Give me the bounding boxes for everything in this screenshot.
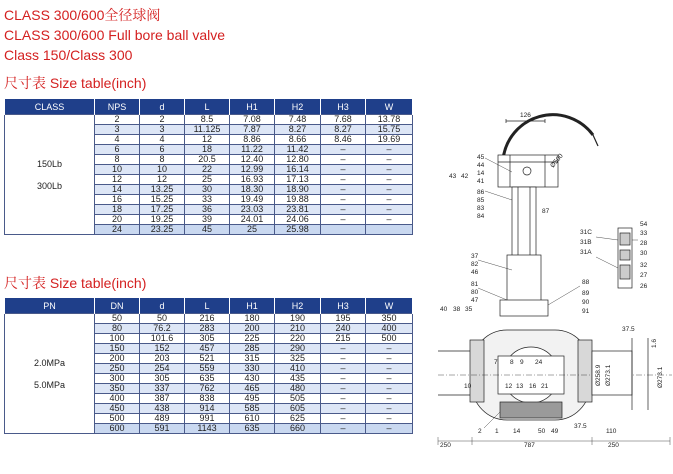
table2-header-7: W — [366, 298, 413, 314]
table2-cell: 330 — [230, 364, 275, 374]
table1-cell: 3 — [140, 125, 185, 135]
table1-cell: 30 — [185, 185, 230, 195]
callout-31a: 31A — [580, 249, 592, 256]
table1-cell: – — [366, 165, 413, 175]
table2-cell: 991 — [185, 414, 230, 424]
table2-cell: – — [321, 374, 366, 384]
table1-cell: 25 — [185, 175, 230, 185]
table1-cell: 16.14 — [275, 165, 321, 175]
table1-cell: 10 — [95, 165, 140, 175]
table2-cell: 465 — [230, 384, 275, 394]
table2-cell: – — [366, 404, 413, 414]
table1-cell: – — [321, 215, 366, 225]
table2-cell: 635 — [185, 374, 230, 384]
body-label-9: 9 — [520, 359, 524, 366]
table1-class-cell — [5, 115, 95, 235]
callout-33: 33 — [640, 230, 648, 237]
table1-cell: – — [366, 145, 413, 155]
table2-cell: 254 — [140, 364, 185, 374]
table1-cell: – — [321, 185, 366, 195]
table2-cell: 762 — [185, 384, 230, 394]
table1-cell: 18 — [95, 205, 140, 215]
valve-stem — [500, 187, 548, 316]
callout-85: 85 — [477, 197, 485, 204]
table1-cell: – — [321, 195, 366, 205]
table1-header-4: H1 — [230, 99, 275, 115]
table1-cell: – — [321, 165, 366, 175]
table2-cell: – — [366, 374, 413, 384]
table1-cell: 7.08 — [230, 115, 275, 125]
handwheel-dimension: Ø500 — [549, 152, 565, 170]
table2-cell: 450 — [95, 404, 140, 414]
table2-header-row — [5, 298, 413, 314]
table-row — [5, 314, 413, 324]
table1-cell: 45 — [185, 225, 230, 235]
table1-cell: 7.68 — [321, 115, 366, 125]
table2-cell: 559 — [185, 364, 230, 374]
table1-cell: – — [366, 215, 413, 225]
body-label-49: 49 — [551, 428, 559, 435]
callout-14: 14 — [477, 170, 485, 177]
table2-cell: 625 — [275, 414, 321, 424]
table2-cell: 337 — [140, 384, 185, 394]
table1-cell: 10 — [140, 165, 185, 175]
body-label-10: 10 — [464, 383, 472, 390]
table1-cell: 4 — [140, 135, 185, 145]
table1-cell: 7.48 — [275, 115, 321, 125]
table-row — [5, 115, 413, 125]
callout-45: 45 — [477, 154, 485, 161]
table2-cell: 300 — [95, 374, 140, 384]
table1-cell: 7.87 — [230, 125, 275, 135]
callout-27: 27 — [640, 272, 648, 279]
table2-cell: – — [321, 354, 366, 364]
table1-cell: 8 — [140, 155, 185, 165]
table2-header-5: H2 — [275, 298, 321, 314]
table2-cell: 480 — [275, 384, 321, 394]
table2-cell: – — [366, 364, 413, 374]
callout-40: 40 — [440, 306, 448, 313]
table2-cell: 203 — [140, 354, 185, 364]
table2-cell: 838 — [185, 394, 230, 404]
table2-cell: 350 — [95, 384, 140, 394]
callout-87: 87 — [542, 208, 550, 215]
callout-31b: 31B — [580, 239, 592, 246]
table2-cell: – — [321, 364, 366, 374]
table2-cell: 610 — [230, 414, 275, 424]
table2-cell: 101.6 — [140, 334, 185, 344]
table2-cell: 660 — [275, 424, 321, 434]
callout-83: 83 — [477, 205, 485, 212]
table1-cell: 12 — [95, 175, 140, 185]
table1-cell — [321, 225, 366, 235]
table2-header-4: H1 — [230, 298, 275, 314]
table1-cell: – — [321, 155, 366, 165]
body-label-2: 2 — [478, 428, 482, 435]
table2-cell: 250 — [95, 364, 140, 374]
table1-cell: 8 — [95, 155, 140, 165]
table2-cell: 76.2 — [140, 324, 185, 334]
table1-cell: 15.25 — [140, 195, 185, 205]
table2-class-label: 5.0MPa — [33, 379, 66, 390]
table2-cell: 325 — [275, 354, 321, 364]
callout-35: 35 — [465, 306, 473, 313]
table2-cell: 152 — [140, 344, 185, 354]
table1-cell: – — [366, 185, 413, 195]
table2-title: 尺寸表 Size table(inch) — [4, 275, 147, 291]
table1-class-label: 150Lb — [36, 158, 63, 169]
table1-cell: 36 — [185, 205, 230, 215]
table1-cell: 18 — [185, 145, 230, 155]
table1-cell: 19.25 — [140, 215, 185, 225]
table2-cell: 283 — [185, 324, 230, 334]
table2-cell: 438 — [140, 404, 185, 414]
table2-header-2: d — [140, 298, 185, 314]
dim-1-6: 1.6 — [651, 338, 658, 348]
seal-detail-inset — [618, 228, 632, 288]
table1-cell: 24.06 — [275, 215, 321, 225]
table1-header-row — [5, 99, 413, 115]
callout-90: 90 — [582, 299, 590, 306]
body-label-50: 50 — [538, 428, 546, 435]
body-label-8: 8 — [510, 359, 514, 366]
table1-cell: 39 — [185, 215, 230, 225]
table2-cell: – — [366, 424, 413, 434]
table1-cell: 24 — [95, 225, 140, 235]
handwheel-icon — [498, 115, 598, 187]
valve-cross-section-drawing — [408, 95, 673, 474]
table2-cell: 410 — [275, 364, 321, 374]
callout-81: 81 — [471, 281, 479, 288]
table2-cell: 215 — [321, 334, 366, 344]
table2-cell: 600 — [95, 424, 140, 434]
table2-header-0: PN — [5, 298, 95, 314]
body-label-14: 14 — [513, 428, 521, 435]
table1-cell: 11.42 — [275, 145, 321, 155]
table2-cell: 400 — [95, 394, 140, 404]
table1-cell: 12.80 — [275, 155, 321, 165]
table2-cell: 180 — [230, 314, 275, 324]
table2-cell: – — [366, 394, 413, 404]
callout-31c: 31C — [580, 229, 592, 236]
table1-cell: 13.78 — [366, 115, 413, 125]
table2-cell: 220 — [275, 334, 321, 344]
callout-89: 89 — [582, 290, 590, 297]
table1-header-7: W — [366, 99, 413, 115]
table1-cell: 8.86 — [230, 135, 275, 145]
table2-cell: 605 — [275, 404, 321, 414]
table2-cell: 200 — [95, 354, 140, 364]
table1-cell: 15.75 — [366, 125, 413, 135]
table1-cell: 2 — [140, 115, 185, 125]
table1-cell: 16 — [95, 195, 140, 205]
table2-cell: 387 — [140, 394, 185, 404]
callout-46: 46 — [471, 269, 479, 276]
table2-cell: 210 — [275, 324, 321, 334]
table1-cell: 20.5 — [185, 155, 230, 165]
table1-cell: – — [321, 205, 366, 215]
table1-cell: 33 — [185, 195, 230, 205]
table1-class-label: 300Lb — [36, 180, 63, 191]
table2-cell: 489 — [140, 414, 185, 424]
table1-header-3: L — [185, 99, 230, 115]
table2-cell: 1143 — [185, 424, 230, 434]
table1-cell: 11.125 — [185, 125, 230, 135]
table1-cell: – — [366, 195, 413, 205]
table2-cell: 495 — [230, 394, 275, 404]
dim-37-5-bottom: 37.5 — [574, 423, 587, 430]
valve-body-section — [438, 330, 672, 420]
table1-cell: 12 — [140, 175, 185, 185]
callout-28: 28 — [640, 240, 648, 247]
dim-110: 110 — [606, 428, 617, 435]
body-label-24: 24 — [535, 359, 543, 366]
table1-cell: 17.25 — [140, 205, 185, 215]
table1-header-1: NPS — [95, 99, 140, 115]
table1-cell: 6 — [95, 145, 140, 155]
table2-cell: 914 — [185, 404, 230, 414]
callout-86: 86 — [477, 189, 485, 196]
table2-cell: – — [321, 384, 366, 394]
table1-cell: 8.5 — [185, 115, 230, 125]
table1-header-6: H3 — [321, 99, 366, 115]
body-label-13: 13 — [516, 383, 524, 390]
table2-cell: – — [366, 414, 413, 424]
table2-cell: – — [321, 424, 366, 434]
table2-cell: 315 — [230, 354, 275, 364]
table1-cell: 8.46 — [321, 135, 366, 145]
dim-250-left: 250 — [440, 442, 451, 449]
body-label-12: 12 — [505, 383, 513, 390]
heading-line-2: CLASS 300/600 Full bore ball valve — [4, 27, 226, 43]
table1-cell: – — [321, 175, 366, 185]
table2-cell: 505 — [275, 394, 321, 404]
table2-cell: 150 — [95, 344, 140, 354]
table2-cell: 457 — [185, 344, 230, 354]
table1-cell: 20 — [95, 215, 140, 225]
table1-cell: 13.25 — [140, 185, 185, 195]
table2-cell: 400 — [366, 324, 413, 334]
callout-41: 41 — [477, 178, 485, 185]
table1-cell: – — [366, 155, 413, 165]
table2-cell: – — [366, 354, 413, 364]
table1-cell: 19.88 — [275, 195, 321, 205]
table2-cell: – — [366, 344, 413, 354]
table1-title: 尺寸表 Size table(inch) — [4, 75, 147, 91]
table2-cell: – — [321, 414, 366, 424]
table1-cell: 23.03 — [230, 205, 275, 215]
callout-42: 42 — [461, 173, 469, 180]
table1-cell: 12 — [185, 135, 230, 145]
callout-80: 80 — [471, 289, 479, 296]
dim-273-1-right: Ø273.1 — [657, 366, 664, 388]
callout-44: 44 — [477, 162, 485, 169]
table2-cell: 500 — [366, 334, 413, 344]
table1-cell: 12.99 — [230, 165, 275, 175]
table2-class-cell — [5, 314, 95, 434]
table2-cell: 190 — [275, 314, 321, 324]
table1-cell: 3 — [95, 125, 140, 135]
dim-250-right: 250 — [608, 442, 619, 449]
callout-38: 38 — [453, 306, 461, 313]
table1-cell: 25 — [230, 225, 275, 235]
table1-cell: – — [366, 175, 413, 185]
body-label-21: 21 — [541, 383, 549, 390]
table1-cell: 6 — [140, 145, 185, 155]
table2-cell: 225 — [230, 334, 275, 344]
table1-cell: 22 — [185, 165, 230, 175]
table2-cell: 521 — [185, 354, 230, 364]
callout-26: 26 — [640, 283, 648, 290]
table1-header-5: H2 — [275, 99, 321, 115]
table1-cell: 18.90 — [275, 185, 321, 195]
table1-cell: 19.69 — [366, 135, 413, 145]
dim-37-5-top: 37.5 — [622, 326, 635, 333]
body-label-16: 16 — [529, 383, 537, 390]
callout-37: 37 — [471, 253, 479, 260]
callout-43: 43 — [449, 173, 457, 180]
table2-cell: 350 — [366, 314, 413, 324]
table2-header-3: L — [185, 298, 230, 314]
callout-30: 30 — [640, 250, 648, 257]
table2-cell: 80 — [95, 324, 140, 334]
table2-cell: 285 — [230, 344, 275, 354]
heading-line-3: Class 150/Class 300 — [4, 47, 133, 63]
table1-cell: 18.30 — [230, 185, 275, 195]
callout-47: 47 — [471, 297, 479, 304]
table2-cell: – — [366, 384, 413, 394]
table1-cell: 16.93 — [230, 175, 275, 185]
table2-cell: 500 — [95, 414, 140, 424]
callout-88: 88 — [582, 279, 590, 286]
table1-cell: – — [321, 145, 366, 155]
table1-cell: 8.66 — [275, 135, 321, 145]
dim-273-1: Ø273.1 — [605, 364, 612, 386]
table1-cell: 4 — [95, 135, 140, 145]
size-table-inch — [4, 99, 413, 235]
heading-line-1: CLASS 300/600全径球阀 — [4, 7, 161, 23]
table2-header-6: H3 — [321, 298, 366, 314]
table2-class-label: 2.0MPa — [33, 357, 66, 368]
table2-cell: 635 — [230, 424, 275, 434]
table2-cell: 305 — [140, 374, 185, 384]
size-table-mm — [4, 298, 413, 434]
table2-cell: 50 — [140, 314, 185, 324]
table1-cell: 17.13 — [275, 175, 321, 185]
table2-cell: – — [321, 394, 366, 404]
dim-787: 787 — [524, 442, 535, 449]
body-label-1: 1 — [495, 428, 499, 435]
table1-header-2: d — [140, 99, 185, 115]
table2-cell: 435 — [275, 374, 321, 384]
table1-cell: 23.81 — [275, 205, 321, 215]
table1-cell: 12.40 — [230, 155, 275, 165]
table2-cell: – — [321, 344, 366, 354]
table2-cell: 290 — [275, 344, 321, 354]
table2-cell: 100 — [95, 334, 140, 344]
table1-cell: 19.49 — [230, 195, 275, 205]
table2-cell: 195 — [321, 314, 366, 324]
table1-cell: 14 — [95, 185, 140, 195]
table1-cell: 23.25 — [140, 225, 185, 235]
callout-32: 32 — [640, 262, 648, 269]
table1-cell: – — [366, 205, 413, 215]
table1-header-0: CLASS — [5, 99, 95, 115]
table2-cell: 240 — [321, 324, 366, 334]
body-label-7: 7 — [494, 359, 498, 366]
table1-cell: 11.22 — [230, 145, 275, 155]
table1-cell: 24.01 — [230, 215, 275, 225]
table1-cell: 8.27 — [275, 125, 321, 135]
table2-cell: 216 — [185, 314, 230, 324]
callout-54: 54 — [640, 221, 648, 228]
table2-cell: 430 — [230, 374, 275, 384]
table2-cell: 585 — [230, 404, 275, 414]
table1-cell — [366, 225, 413, 235]
callout-91: 91 — [582, 308, 590, 315]
table2-cell: 200 — [230, 324, 275, 334]
table2-cell: 591 — [140, 424, 185, 434]
table2-cell: – — [321, 404, 366, 414]
top-dimension: 126 — [520, 112, 531, 119]
table2-header-1: DN — [95, 298, 140, 314]
dim-258-9: Ø258.9 — [595, 364, 602, 386]
table1-cell: 8.27 — [321, 125, 366, 135]
callout-84: 84 — [477, 213, 485, 220]
table1-cell: 25.98 — [275, 225, 321, 235]
table2-cell: 50 — [95, 314, 140, 324]
table1-cell: 2 — [95, 115, 140, 125]
callout-82: 82 — [471, 261, 479, 268]
table2-cell: 305 — [185, 334, 230, 344]
